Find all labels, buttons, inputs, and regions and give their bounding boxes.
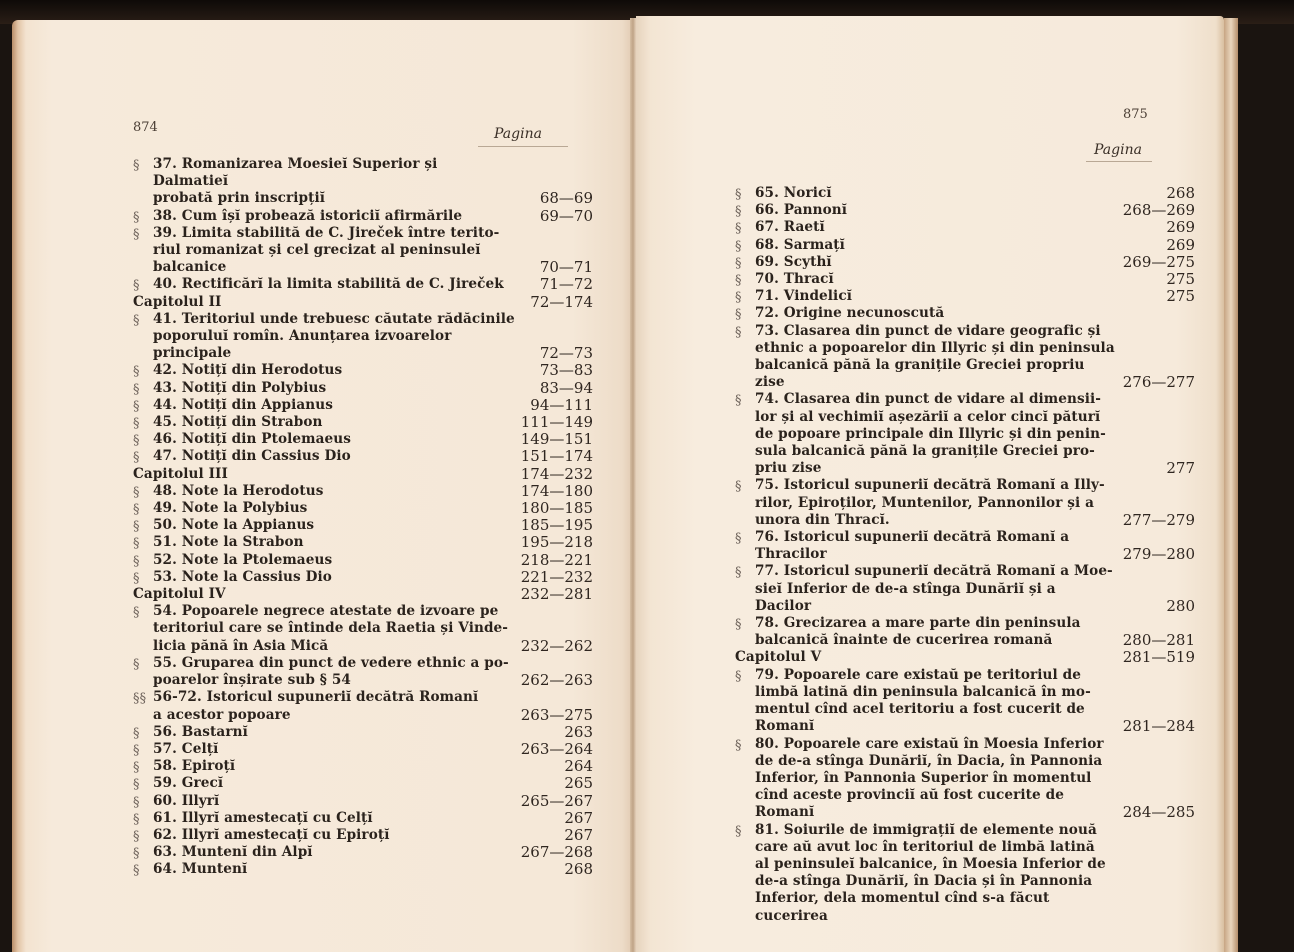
toc-section-entry xyxy=(735,615,1195,650)
entry-title-line: 78. Grecizarea a mare parte din peninsula xyxy=(755,615,1081,632)
entry-title-line: Capitolul V xyxy=(735,649,822,666)
entry-title-line: 68. Sarmațĭ xyxy=(755,236,845,253)
entry-title-line: 38. Cum îșĭ probează istoriciĭ afirmările xyxy=(153,207,463,224)
entry-title-line: de de-a stînga Dunăriĭ, în Dacia, în Pannonia xyxy=(755,752,1103,769)
page-range: 276—277 xyxy=(1122,373,1195,392)
page-edges xyxy=(1224,18,1238,952)
toc-section-entry xyxy=(735,287,1195,306)
toc-section-entry xyxy=(133,654,593,690)
page-number: 874 xyxy=(133,120,158,135)
entry-title-line: poporuluĭ romîn. Anunțarea izvoarelor principale xyxy=(153,328,452,362)
page-range: 69—70 xyxy=(539,206,593,225)
toc-section-entry xyxy=(133,550,593,569)
section-sign: § xyxy=(133,278,140,294)
toc-section-entry xyxy=(133,413,593,432)
section-sign: § xyxy=(735,617,742,633)
page-range: 267—268 xyxy=(520,843,593,862)
section-sign: § xyxy=(735,307,742,323)
toc-section-entry xyxy=(133,825,593,844)
page-range: 68—69 xyxy=(539,189,593,208)
toc-list xyxy=(735,184,1195,925)
section-sign: § xyxy=(133,846,140,862)
section-sign: § xyxy=(133,536,140,552)
section-sign: § xyxy=(133,553,140,569)
entry-title-line: 56. Bastarnĭ xyxy=(153,723,248,740)
page-range: 269—275 xyxy=(1122,252,1195,271)
section-sign: § xyxy=(735,531,742,547)
page-range: 280—281 xyxy=(1122,631,1195,650)
section-sign: § xyxy=(133,742,140,758)
page-range: 70—71 xyxy=(539,258,593,277)
entry-title-line: balcanice xyxy=(153,259,227,276)
page-range: 72—73 xyxy=(539,344,593,363)
page-range: 281—284 xyxy=(1122,717,1195,736)
page-range: 83—94 xyxy=(539,378,593,397)
entry-title-line: 40. Rectificărĭ la limita stabilită de C. Jireček xyxy=(153,276,504,293)
page-range: 195—218 xyxy=(520,533,593,552)
page-range: 151—174 xyxy=(520,447,593,466)
toc-section-entry xyxy=(133,310,593,363)
page-range: 174—232 xyxy=(520,464,593,483)
page-range: 269 xyxy=(1166,218,1195,237)
left-page xyxy=(12,20,630,952)
toc-section-entry xyxy=(133,395,593,414)
page-range: 268 xyxy=(564,860,593,879)
entry-title-line: 50. Note la Appianus xyxy=(153,517,315,534)
toc-section-entry xyxy=(133,499,593,518)
section-sign: § xyxy=(735,737,742,753)
section-sign: § xyxy=(133,760,140,776)
page-number: 875 xyxy=(1123,107,1148,122)
entry-title-line: 63. Muntenĭ din Alpĭ xyxy=(153,844,313,861)
entry-title-line: 46. Notițĭ din Ptolemaeus xyxy=(153,431,352,448)
toc-section-entry xyxy=(133,774,593,793)
toc-section-entry xyxy=(735,322,1195,392)
section-sign: § xyxy=(133,605,140,621)
page-range: 232—262 xyxy=(520,636,593,655)
column-header: Pagina xyxy=(1094,142,1142,158)
page-range: 279—280 xyxy=(1122,545,1195,564)
page-range: 265—267 xyxy=(520,791,593,810)
section-sign: § xyxy=(133,484,140,500)
entry-title-line: riul romanizat și cel grecizat al peninsuleĭ xyxy=(153,242,481,259)
section-sign: § xyxy=(133,863,140,879)
page-range: 185—195 xyxy=(520,516,593,535)
page-range: 73—83 xyxy=(539,361,593,380)
entry-title-line: 54. Popoarele negrece atestate de izvoare pe xyxy=(153,603,499,620)
page-range: 280 xyxy=(1166,596,1195,615)
page-range: 267 xyxy=(564,825,593,844)
page-range: 277 xyxy=(1166,459,1195,478)
page-range: 232—281 xyxy=(520,585,593,604)
section-sign: § xyxy=(133,656,140,672)
page-range: 264 xyxy=(564,757,593,776)
toc-section-entry xyxy=(735,529,1195,564)
section-sign: § xyxy=(735,393,742,409)
toc-section-entry xyxy=(133,689,593,724)
toc-section-entry xyxy=(133,533,593,552)
right-page xyxy=(636,16,1224,952)
toc-section-entry xyxy=(735,235,1195,254)
entry-title-line: 55. Gruparea din punct de vedere ethnic a po- xyxy=(153,654,509,671)
toc-section-entry xyxy=(133,516,593,535)
entry-title-line: a acestor popoare xyxy=(153,706,291,723)
entry-title-line: 80. Popoarele care existaŭ în Moesia Inferior xyxy=(755,735,1104,752)
entry-title-line: 39. Limita stabilită de C. Jireček între terito- xyxy=(153,224,500,241)
entry-title-line: Capitolul II xyxy=(133,293,222,310)
section-sign: § xyxy=(133,364,140,380)
entry-title-line: cînd aceste provinciĭ aŭ fost cucerite de Romanĭ xyxy=(755,787,1064,821)
page-range: 71—72 xyxy=(539,275,593,294)
section-sign: § xyxy=(133,433,140,449)
section-sign: § xyxy=(133,312,140,328)
entry-title-line: 72. Origine necunoscută xyxy=(755,305,945,322)
entry-title-line: 59. Grecĭ xyxy=(153,775,224,792)
entry-title-line: 67. Raetĭ xyxy=(755,219,825,236)
section-sign: § xyxy=(735,290,742,306)
section-sign: § xyxy=(735,255,742,271)
section-sign: § xyxy=(133,381,140,397)
entry-title-line: 73. Clasarea din punct de vidare geografic și xyxy=(755,322,1101,339)
toc-section-entry xyxy=(735,477,1195,529)
section-sign: § xyxy=(133,398,140,414)
section-sign: § xyxy=(133,725,140,741)
section-sign: § xyxy=(133,502,140,518)
toc-chapter-entry xyxy=(133,585,593,604)
entry-title-line: care aŭ avut loc în teritoriul de limbă latină xyxy=(755,838,1095,855)
page-range: 269 xyxy=(1166,235,1195,254)
toc-section-entry xyxy=(735,184,1195,202)
entry-title-line: de-a stînga Dunăriĭ, în Dacia și în Pannonia xyxy=(755,873,1093,890)
entry-title-line: limbă latină din peninsula balcanică în mo- xyxy=(755,683,1091,700)
page-range: 268 xyxy=(1166,184,1195,202)
entry-title-line: 52. Note la Ptolemaeus xyxy=(153,551,333,568)
section-sign: § xyxy=(133,811,140,827)
entry-title-line: probată prin inscripțiĭ xyxy=(153,190,326,207)
page-range: 72—174 xyxy=(530,292,593,311)
toc-section-entry xyxy=(735,201,1195,220)
section-sign: § xyxy=(133,226,140,242)
toc-section-entry xyxy=(735,391,1195,478)
entry-title-line: lor și al vechimiĭ așezăriĭ a celor cincĭ păturĭ xyxy=(755,408,1101,425)
toc-section-entry xyxy=(133,567,593,586)
page-range: 267 xyxy=(564,808,593,827)
section-sign: § xyxy=(133,209,140,225)
column-header: Pagina xyxy=(494,126,542,142)
page-range: 275 xyxy=(1166,270,1195,289)
toc-section-entry xyxy=(133,739,593,758)
toc-section-entry xyxy=(133,447,593,466)
toc-section-entry xyxy=(133,430,593,449)
entry-title-line: 70. Thracĭ xyxy=(755,271,834,288)
page-range: 263—275 xyxy=(520,705,593,724)
page-range: 111—149 xyxy=(520,413,593,432)
entry-title-line: 37. Romanizarea Moesieĭ Superior și Dalmatieĭ xyxy=(153,156,438,190)
toc-section-entry xyxy=(133,156,593,208)
section-sign: § xyxy=(133,570,140,586)
entry-title-line: Romanĭ xyxy=(755,718,815,735)
entry-title-line: Inferior, dela momentul cînd s-a făcut cucerirea xyxy=(755,890,1050,924)
entry-title-line: 51. Note la Strabon xyxy=(153,534,304,551)
toc-chapter-entry xyxy=(735,648,1195,667)
entry-title-line: 71. Vindelicĭ xyxy=(755,288,852,305)
toc-section-entry xyxy=(735,252,1195,271)
page-range: 221—232 xyxy=(520,567,593,586)
entry-title-line: 42. Notițĭ din Herodotus xyxy=(153,362,343,379)
entry-title-line: 53. Note la Cassius Dio xyxy=(153,568,332,585)
section-sign: §§ xyxy=(133,691,147,707)
entry-title-line: teritoriul care se întinde dela Raetia și Vinde- xyxy=(153,620,509,637)
entry-title-line: 58. Epirоțĭ xyxy=(153,758,236,775)
toc-section-entry xyxy=(133,808,593,827)
page-range: 275 xyxy=(1166,287,1195,306)
entry-title-line: ethnic a popoarelor din Illyric și din peninsula xyxy=(755,339,1115,356)
section-sign: § xyxy=(133,519,140,535)
page-range: 180—185 xyxy=(520,499,593,518)
entry-title-line: poarelor înșirate sub § 54 xyxy=(153,672,351,689)
toc-section-entry xyxy=(735,821,1195,925)
section-sign: § xyxy=(735,204,742,220)
entry-title-line: balcanică înainte de cucerirea romană xyxy=(755,632,1053,649)
toc-section-entry xyxy=(735,305,1195,323)
toc-section-entry xyxy=(133,378,593,397)
section-sign: § xyxy=(133,828,140,844)
entry-title-line: 45. Notițĭ din Strabon xyxy=(153,414,323,431)
toc-section-entry xyxy=(133,757,593,776)
entry-title-line: priu zise xyxy=(755,460,822,477)
toc-list xyxy=(133,156,593,879)
entry-title-line: 66. Pannonĭ xyxy=(755,202,848,219)
entry-title-line: 56-72. Istoricul supuneriĭ decătră Romanĭ xyxy=(153,689,479,706)
page-range: 263—264 xyxy=(520,739,593,758)
entry-title-line: licia pănă în Asia Mică xyxy=(153,637,329,654)
entry-title-line: sieĭ Inferior de de-a stînga Dunăriĭ și a xyxy=(755,580,1056,597)
section-sign: § xyxy=(735,324,742,340)
toc-section-entry xyxy=(133,224,593,277)
entry-title-line: unora din Thracĭ. xyxy=(755,511,890,528)
toc-chapter-entry xyxy=(133,292,593,311)
entry-title-line: 77. Istoricul supuneriĭ decătră Romanĭ a Moe- xyxy=(755,563,1113,580)
section-sign: § xyxy=(735,238,742,254)
entry-title-line: 43. Notițĭ din Polybius xyxy=(153,379,327,396)
toc-section-entry xyxy=(133,860,593,879)
section-sign: § xyxy=(133,416,140,432)
toc-section-entry xyxy=(133,843,593,862)
entry-title-line: Thracilor xyxy=(755,546,827,563)
entry-title-line: Capitolul III xyxy=(133,465,228,482)
entry-title-line: 61. Illyrĭ amestecațĭ cu Celțĭ xyxy=(153,809,373,826)
section-sign: § xyxy=(133,158,140,173)
toc-chapter-entry xyxy=(133,464,593,483)
entry-title-line: al peninsuleĭ balcanice, în Moesia Inferior de xyxy=(755,855,1106,872)
entry-title-line: de popoare principale din Illyric și din penin- xyxy=(755,425,1106,442)
toc-section-entry xyxy=(735,218,1195,237)
page-range: 149—151 xyxy=(520,430,593,449)
entry-title-line: 74. Clasarea din punct de vidare al dimensii- xyxy=(755,391,1102,408)
toc-section-entry xyxy=(133,361,593,380)
section-sign: § xyxy=(735,273,742,289)
toc-section-entry xyxy=(133,791,593,810)
entry-title-line: 49. Note la Polybius xyxy=(153,500,308,517)
entry-title-line: Dacilor xyxy=(755,597,812,614)
entry-title-line: sula balcanică pănă la granițile Greciei pro- xyxy=(755,443,1095,460)
section-sign: § xyxy=(133,794,140,810)
entry-title-line: 41. Teritoriul unde trebuesc căutate rădăcinile xyxy=(153,310,515,327)
entry-title-line: 60. Illyrĭ xyxy=(153,792,220,809)
section-sign: § xyxy=(735,479,742,495)
column-header-rule xyxy=(478,146,568,147)
section-sign: § xyxy=(735,221,742,237)
page-range: 277—279 xyxy=(1122,510,1195,529)
section-sign: § xyxy=(133,450,140,466)
entry-title-line: 48. Note la Herodotus xyxy=(153,482,324,499)
page-range: 94—111 xyxy=(530,395,593,414)
entry-title-line: 69. Scythĭ xyxy=(755,253,832,270)
toc-section-entry xyxy=(735,666,1195,736)
entry-title-line: 62. Illyrĭ amestecațĭ cu Epirоțĭ xyxy=(153,826,390,843)
entry-title-line: Inferior, în Pannonia Superior în momentul xyxy=(755,769,1092,786)
entry-title-line: 57. Celțĭ xyxy=(153,740,219,757)
page-range: 265 xyxy=(564,774,593,793)
section-sign: § xyxy=(735,823,742,839)
toc-section-entry xyxy=(735,563,1195,615)
entry-title-line: 44. Notițĭ din Appianus xyxy=(153,396,334,413)
toc-section-entry xyxy=(133,206,593,225)
entry-title-line: 65. Noricĭ xyxy=(755,185,832,201)
entry-title-line: 76. Istoricul supuneriĭ decătră Romanĭ a xyxy=(755,529,1070,546)
page-range: 268—269 xyxy=(1122,201,1195,220)
toc-section-entry xyxy=(133,603,593,655)
entry-title-line: 81. Soiurile de immigrațiĭ de elemente nouă xyxy=(755,821,1097,838)
entry-title-line: rilor, Epiroților, Muntenilor, Pannonilor și a xyxy=(755,494,1095,511)
entry-title-line: mentul cînd acel teritoriu a fost cucerit de xyxy=(755,701,1085,718)
page-range: 281—519 xyxy=(1122,648,1195,667)
page-range: 174—180 xyxy=(520,481,593,500)
column-header-rule xyxy=(1086,161,1152,162)
section-sign: § xyxy=(735,187,742,202)
entry-title-line: Capitolul IV xyxy=(133,586,226,603)
toc-section-entry xyxy=(133,481,593,500)
toc-section-entry xyxy=(133,722,593,741)
entry-title-line: 79. Popoarele care existaŭ pe teritoriul de xyxy=(755,666,1081,683)
entry-title-line: balcanică pănă la granițile Greciei propriu zise xyxy=(755,357,1085,391)
entry-title-line: 75. Istoricul supuneriĭ decătră Romanĭ a Illy- xyxy=(755,477,1105,494)
section-sign: § xyxy=(133,777,140,793)
page-range: 284—285 xyxy=(1122,803,1195,822)
entry-title-line: 64. Muntenĭ xyxy=(153,861,248,878)
page-range: 263 xyxy=(564,722,593,741)
toc-section-entry xyxy=(735,270,1195,289)
entry-title-line: 47. Notițĭ din Cassius Dio xyxy=(153,448,351,465)
section-sign: § xyxy=(735,565,742,581)
page-range: 262—263 xyxy=(520,671,593,690)
section-sign: § xyxy=(735,668,742,684)
toc-section-entry xyxy=(735,735,1195,822)
page-range: 218—221 xyxy=(520,550,593,569)
toc-section-entry xyxy=(133,275,593,294)
